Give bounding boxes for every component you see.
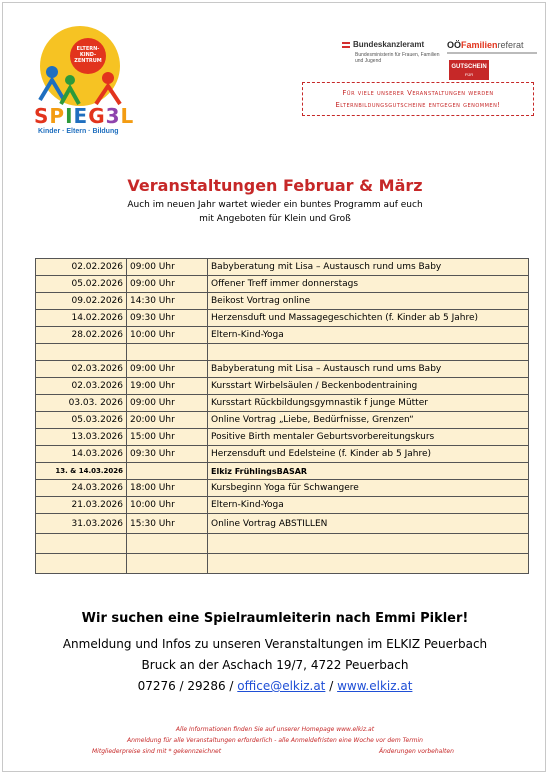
event-row — [36, 293, 529, 310]
event-date: 09.02.2026 — [36, 293, 127, 310]
event-row — [36, 395, 529, 412]
event-row — [36, 480, 529, 497]
event-time: 15:30 Uhr — [127, 514, 208, 534]
intro-text: Auch im neuen Jahr wartet wieder ein buntes Programm auf euch mit Angeboten für Klein und Groß — [127, 200, 423, 224]
event-title: Eltern-Kind-Yoga — [208, 497, 529, 514]
event-row — [36, 554, 529, 574]
event-time: 19:00 Uhr — [127, 378, 208, 395]
event-title: Herzensduft und Massagegeschichten (f. Kinder ab 5 Jahre) — [208, 310, 529, 327]
event-date: 14.03.2026 — [36, 446, 127, 463]
event-date: 03.03. 2026 — [36, 395, 127, 412]
event-date: 05.03.2026 — [36, 412, 127, 429]
event-date: 02.02.2026 — [36, 259, 127, 276]
event-date: 02.03.2026 — [36, 361, 127, 378]
event-row — [36, 276, 529, 293]
event-title: Beikost Vortrag online — [208, 293, 529, 310]
ooe-logo-underline — [447, 52, 537, 54]
event-date: 28.02.2026 — [36, 327, 127, 344]
event-time — [127, 554, 208, 574]
event-date — [36, 554, 127, 574]
event-title — [208, 554, 529, 574]
event-title: Elkiz FrühlingsBASAR — [208, 463, 529, 480]
event-time — [127, 534, 208, 554]
email-link[interactable]: office@elkiz.at — [237, 679, 326, 693]
voucher-notice: Für viele unserer Veranstaltungen werden Elternbildungsgutscheine entgegen genommen! — [302, 82, 534, 116]
event-time — [127, 463, 208, 480]
event-time: 15:00 Uhr — [127, 429, 208, 446]
event-title: Kursstart Wirbelsäulen / Beckenbodentraining — [208, 378, 529, 395]
event-date: 21.03.2026 — [36, 497, 127, 514]
event-title: Babyberatung mit Lisa – Austausch rund ums Baby — [208, 259, 529, 276]
event-title: Eltern-Kind-Yoga — [208, 327, 529, 344]
bundeskanzleramt-subtitle: Bundesministerin für Frauen, Familien und Jugend — [355, 52, 440, 64]
event-title: Herzensduft und Edelsteine (f. Kinder ab 5 Jahre) — [208, 446, 529, 463]
event-time: 09:00 Uhr — [127, 361, 208, 378]
event-title: Kursstart Rückbildungsgymnastik f junge Mütter — [208, 395, 529, 412]
event-title: Positive Birth mentaler Geburtsvorbereitungskurs — [208, 429, 529, 446]
event-title: Babyberatung mit Lisa – Austausch rund ums Baby — [208, 361, 529, 378]
event-row — [36, 429, 529, 446]
event-title: Online Vortrag „Liebe, Bedürfnisse, Grenzen“ — [208, 412, 529, 429]
event-row — [36, 497, 529, 514]
event-time: 14:30 Uhr — [127, 293, 208, 310]
event-time: 20:00 Uhr — [127, 412, 208, 429]
event-date: 02.03.2026 — [36, 378, 127, 395]
event-date: 13.03.2026 — [36, 429, 127, 446]
event-row — [36, 446, 529, 463]
event-date: 05.02.2026 — [36, 276, 127, 293]
event-time: 18:00 Uhr — [127, 480, 208, 497]
job-call-to-action: Wir suchen eine Spielraumleiterin nach Emmi Pikler! — [81, 611, 469, 626]
event-date: 24.03.2026 — [36, 480, 127, 497]
event-row — [36, 327, 529, 344]
event-date — [36, 534, 127, 554]
website-link[interactable]: www.elkiz.at — [337, 679, 413, 693]
event-time: 10:00 Uhr — [127, 327, 208, 344]
event-date — [36, 344, 127, 361]
contact-info: Anmeldung und Infos zu unseren Veranstaltungen im ELKIZ Peuerbach Bruck an der Aschach 19/7, 4722 Peuerbach 07276 / 29286 / office@elkiz.at / www.elkiz.at — [62, 637, 488, 693]
ooe-familienreferat-logo: OÖFamilienreferat — [447, 40, 524, 50]
event-row — [36, 310, 529, 327]
event-time: 09:30 Uhr — [127, 446, 208, 463]
gutschein-logo: GUTSCHEIN FÜR ELTERNBILDUNG — [449, 60, 489, 80]
event-date: 31.03.2026 — [36, 514, 127, 534]
event-time — [127, 344, 208, 361]
event-time: 10:00 Uhr — [127, 497, 208, 514]
event-row — [36, 259, 529, 276]
event-row — [36, 344, 529, 361]
event-title: Kursbeginn Yoga für Schwangere — [208, 480, 529, 497]
event-title — [208, 534, 529, 554]
page-title: Veranstaltungen Februar & März — [127, 176, 423, 195]
svg-text:ZENTRUM: ZENTRUM — [74, 58, 102, 64]
event-date: 14.02.2026 — [36, 310, 127, 327]
event-row — [36, 514, 529, 534]
bundeskanzleramt-logo: Bundeskanzleramt — [342, 40, 424, 49]
event-time: 09:00 Uhr — [127, 259, 208, 276]
austria-flag-icon — [342, 42, 350, 48]
event-row — [36, 534, 529, 554]
event-title: Online Vortrag ABSTILLEN — [208, 514, 529, 534]
event-row — [36, 463, 529, 480]
event-time: 09:00 Uhr — [127, 395, 208, 412]
phone-number: 07276 / 29286 / — [137, 679, 234, 693]
spiegel-wordmark: SPIEG3L — [34, 104, 135, 128]
footer-notes: Alle Informationen finden Sie auf unserer Homepage www.elkiz.at Anmeldung für alle Veranstaltungen erforderlich - alle Anmeldefristen eine Woche vor dem Termin Mitgliederpreise sind mit * gekennzeichnet Änderungen vorbehalten — [92, 726, 454, 755]
svg-text:KIND-: KIND- — [79, 52, 97, 58]
svg-text:ELTERN-: ELTERN- — [76, 46, 100, 52]
event-row — [36, 378, 529, 395]
events-table — [35, 258, 529, 574]
event-row — [36, 412, 529, 429]
event-title: Offener Treff immer donnerstags — [208, 276, 529, 293]
event-date: 13. & 14.03.2026 — [36, 463, 127, 480]
logo-tagline: Kinder · Eltern · Bildung — [38, 128, 119, 135]
event-row — [36, 361, 529, 378]
event-time: 09:30 Uhr — [127, 310, 208, 327]
event-time: 09:00 Uhr — [127, 276, 208, 293]
event-title — [208, 344, 529, 361]
